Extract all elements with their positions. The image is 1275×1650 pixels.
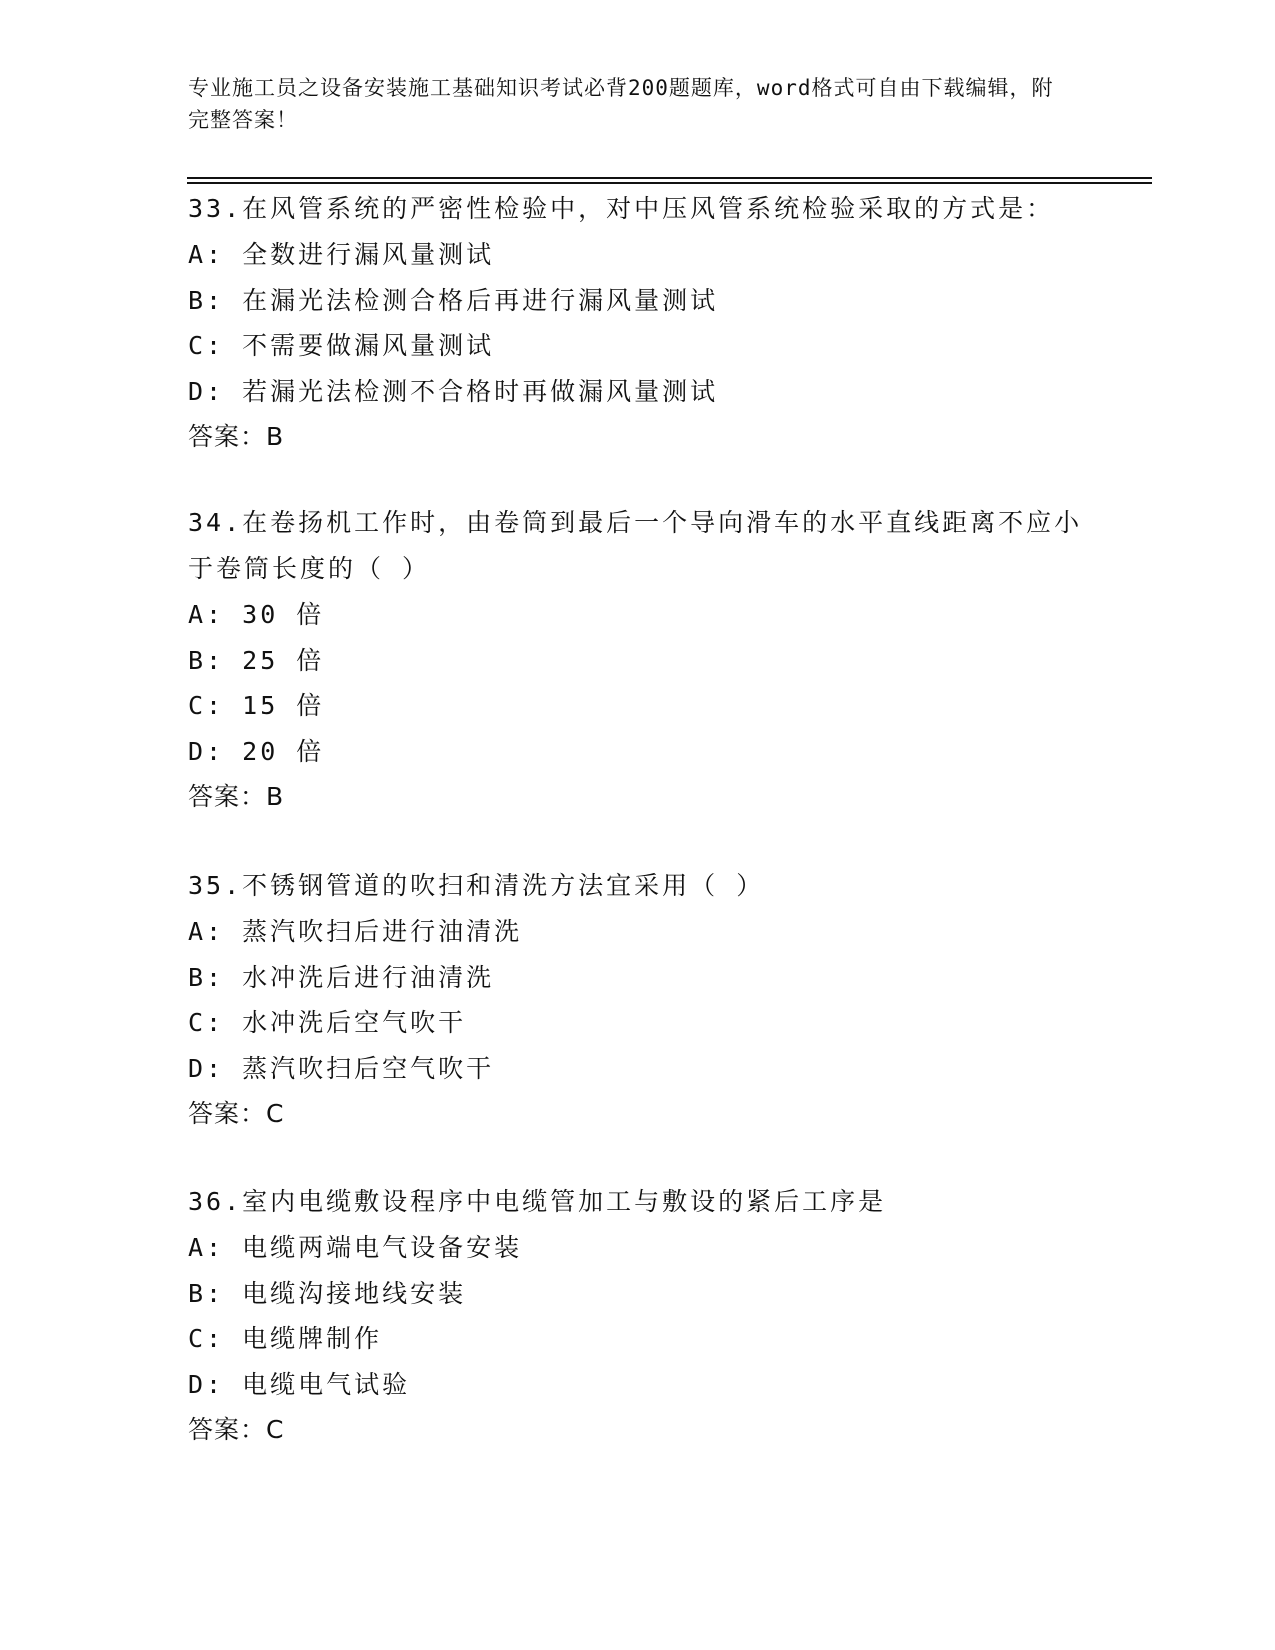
option-a: A: 30 倍 bbox=[188, 600, 325, 629]
option-b: B: 水冲洗后进行油清洗 bbox=[188, 962, 495, 992]
option-d: D: 若漏光法检测不合格时再做漏风量测试 bbox=[188, 376, 719, 406]
answer: 答案：B bbox=[188, 422, 285, 451]
question-36 bbox=[188, 1179, 1088, 1453]
answer: 答案：C bbox=[188, 1099, 285, 1128]
option-a: A: 电缆两端电气设备安装 bbox=[188, 1233, 523, 1262]
question-33 bbox=[188, 186, 1088, 460]
question-34 bbox=[188, 500, 1088, 820]
document-header: 专业施工员之设备安装施工基础知识考试必背200题题库，word格式可自由下载编辑，附完整答案！ bbox=[188, 76, 1054, 132]
question-text: 36.室内电缆敷设程序中电缆管加工与敷设的紧后工序是 bbox=[188, 1187, 887, 1216]
option-b: B: 在漏光法检测合格后再进行漏风量测试 bbox=[188, 285, 719, 315]
option-a: A: 蒸汽吹扫后进行油清洗 bbox=[188, 917, 523, 946]
option-d: D: 20 倍 bbox=[188, 736, 325, 766]
option-b: B: 25 倍 bbox=[188, 645, 325, 675]
option-d: D: 电缆电气试验 bbox=[188, 1369, 411, 1399]
option-b: B: 电缆沟接地线安装 bbox=[188, 1278, 467, 1308]
option-c: C: 水冲洗后空气吹干 bbox=[188, 1008, 467, 1037]
question-text: 33.在风管系统的严密性检验中，对中压风管系统检验采取的方式是： bbox=[188, 194, 1055, 223]
question-35 bbox=[188, 863, 1088, 1137]
option-a: A: 全数进行漏风量测试 bbox=[188, 240, 495, 269]
option-c: C: 电缆牌制作 bbox=[188, 1324, 383, 1353]
answer: 答案：B bbox=[188, 782, 285, 811]
option-d: D: 蒸汽吹扫后空气吹干 bbox=[188, 1053, 495, 1083]
question-text: 35.不锈钢管道的吹扫和清洗方法宜采用（ ） bbox=[188, 871, 765, 900]
option-c: C: 不需要做漏风量测试 bbox=[188, 331, 495, 360]
header-divider-top bbox=[187, 177, 1152, 179]
option-c: C: 15 倍 bbox=[188, 691, 325, 720]
answer: 答案：C bbox=[188, 1415, 285, 1444]
question-text: 34.在卷扬机工作时，由卷筒到最后一个导向滑车的水平直线距离不应小于卷筒长度的（ ） bbox=[188, 508, 1083, 583]
header-divider-bottom bbox=[187, 182, 1152, 184]
